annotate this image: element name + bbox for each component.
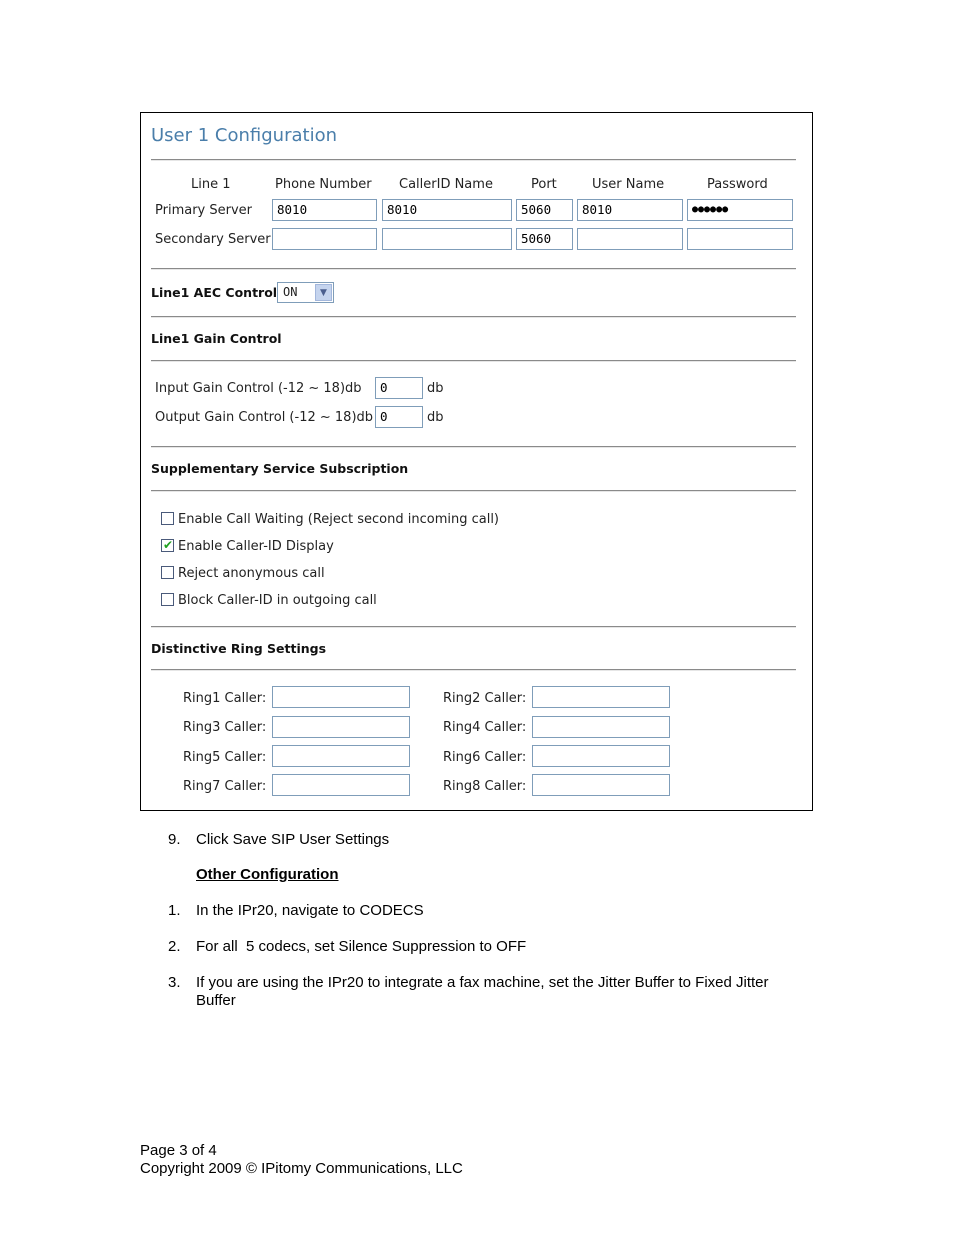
step-9-number: 9. xyxy=(168,831,181,848)
check-icon: ✔ xyxy=(163,538,174,552)
ring6-label: Ring6 Caller: xyxy=(443,750,527,765)
input-gain-label: Input Gain Control (-12 ~ 18)db xyxy=(155,381,362,396)
ring8-label: Ring8 Caller: xyxy=(443,779,527,794)
primary-port-input[interactable]: 5060 xyxy=(516,199,573,221)
ring7-input[interactable] xyxy=(272,774,410,796)
primary-server-label: Primary Server xyxy=(155,203,252,218)
call-waiting-checkbox[interactable] xyxy=(161,512,174,525)
aec-control-select[interactable] xyxy=(277,282,334,303)
col-line1: Line 1 xyxy=(191,177,231,192)
secondary-server-label: Secondary Server xyxy=(155,232,271,247)
aec-control-value: ON xyxy=(283,285,298,299)
ring4-input[interactable] xyxy=(532,716,670,738)
ring3-label: Ring3 Caller: xyxy=(183,720,267,735)
divider xyxy=(151,159,796,161)
secondary-callerid-input[interactable] xyxy=(382,228,512,250)
secondary-password-input[interactable] xyxy=(687,228,793,250)
config-title: User 1 Configuration xyxy=(151,125,337,146)
input-gain-unit: db xyxy=(427,381,444,396)
ring8-input[interactable] xyxy=(532,774,670,796)
primary-username-input[interactable]: 8010 xyxy=(577,199,683,221)
chevron-down-icon[interactable]: ▼ xyxy=(315,284,332,301)
call-waiting-label: Enable Call Waiting (Reject second incoming call) xyxy=(178,512,500,527)
copyright: Copyright 2009 © IPitomy Communications, LLC xyxy=(140,1160,463,1177)
supplementary-header: Supplementary Service Subscription xyxy=(151,461,409,476)
ring5-input[interactable] xyxy=(272,745,410,767)
ring5-label: Ring5 Caller: xyxy=(183,750,267,765)
step-1-number: 1. xyxy=(168,902,181,919)
ring6-input[interactable] xyxy=(532,745,670,767)
step-3-number: 3. xyxy=(168,974,181,991)
col-user-name: User Name xyxy=(592,177,665,192)
divider xyxy=(151,316,796,318)
divider xyxy=(151,626,796,628)
divider xyxy=(151,490,796,492)
output-gain-label: Output Gain Control (-12 ~ 18)db xyxy=(155,410,374,425)
col-callerid-name: CallerID Name xyxy=(399,177,493,192)
caller-id-display-checkbox[interactable] xyxy=(161,539,174,552)
ring3-input[interactable] xyxy=(272,716,410,738)
step-2-number: 2. xyxy=(168,938,181,955)
caller-id-display-label: Enable Caller-ID Display xyxy=(178,539,334,554)
col-password: Password xyxy=(707,177,768,192)
reject-anonymous-checkbox[interactable] xyxy=(161,566,174,579)
block-caller-id-label: Block Caller-ID in outgoing call xyxy=(178,593,377,608)
primary-phone-input[interactable]: 8010 xyxy=(272,199,377,221)
ring4-label: Ring4 Caller: xyxy=(443,720,527,735)
output-gain-unit: db xyxy=(427,410,444,425)
secondary-phone-input[interactable] xyxy=(272,228,377,250)
divider xyxy=(151,446,796,448)
step-1-text: In the IPr20, navigate to CODECS xyxy=(196,902,424,919)
configuration-screenshot xyxy=(140,112,813,811)
block-caller-id-checkbox[interactable] xyxy=(161,593,174,606)
ring2-label: Ring2 Caller: xyxy=(443,691,527,706)
divider xyxy=(151,360,796,362)
col-phone-number: Phone Number xyxy=(275,177,372,192)
ring1-input[interactable] xyxy=(272,686,410,708)
ring-settings-header: Distinctive Ring Settings xyxy=(151,641,327,656)
ring2-input[interactable] xyxy=(532,686,670,708)
secondary-username-input[interactable] xyxy=(577,228,683,250)
step-2-text: For all 5 codecs, set Silence Suppression to OFF xyxy=(196,938,527,955)
divider xyxy=(151,669,796,671)
ring7-label: Ring7 Caller: xyxy=(183,779,267,794)
other-configuration-heading: Other Configuration xyxy=(196,866,339,883)
col-port: Port xyxy=(531,177,557,192)
step-9-text: Click Save SIP User Settings xyxy=(196,831,390,848)
primary-callerid-input[interactable]: 8010 xyxy=(382,199,512,221)
step-3-text: If you are using the IPr20 to integrate a fax machine, set the Jitter Buffer to Fixed Jitter Buffer xyxy=(196,974,769,1009)
input-gain-input[interactable]: 0 xyxy=(375,377,423,399)
secondary-port-input[interactable]: 5060 xyxy=(516,228,573,250)
gain-control-header: Line1 Gain Control xyxy=(151,331,282,346)
output-gain-input[interactable]: 0 xyxy=(375,406,423,428)
ring1-label: Ring1 Caller: xyxy=(183,691,267,706)
primary-password-input[interactable]: ●●●●●● xyxy=(687,199,793,221)
divider xyxy=(151,268,796,270)
reject-anonymous-label: Reject anonymous call xyxy=(178,566,325,581)
page-number: Page 3 of 4 xyxy=(140,1142,217,1159)
aec-control-label: Line1 AEC Control xyxy=(151,285,278,300)
